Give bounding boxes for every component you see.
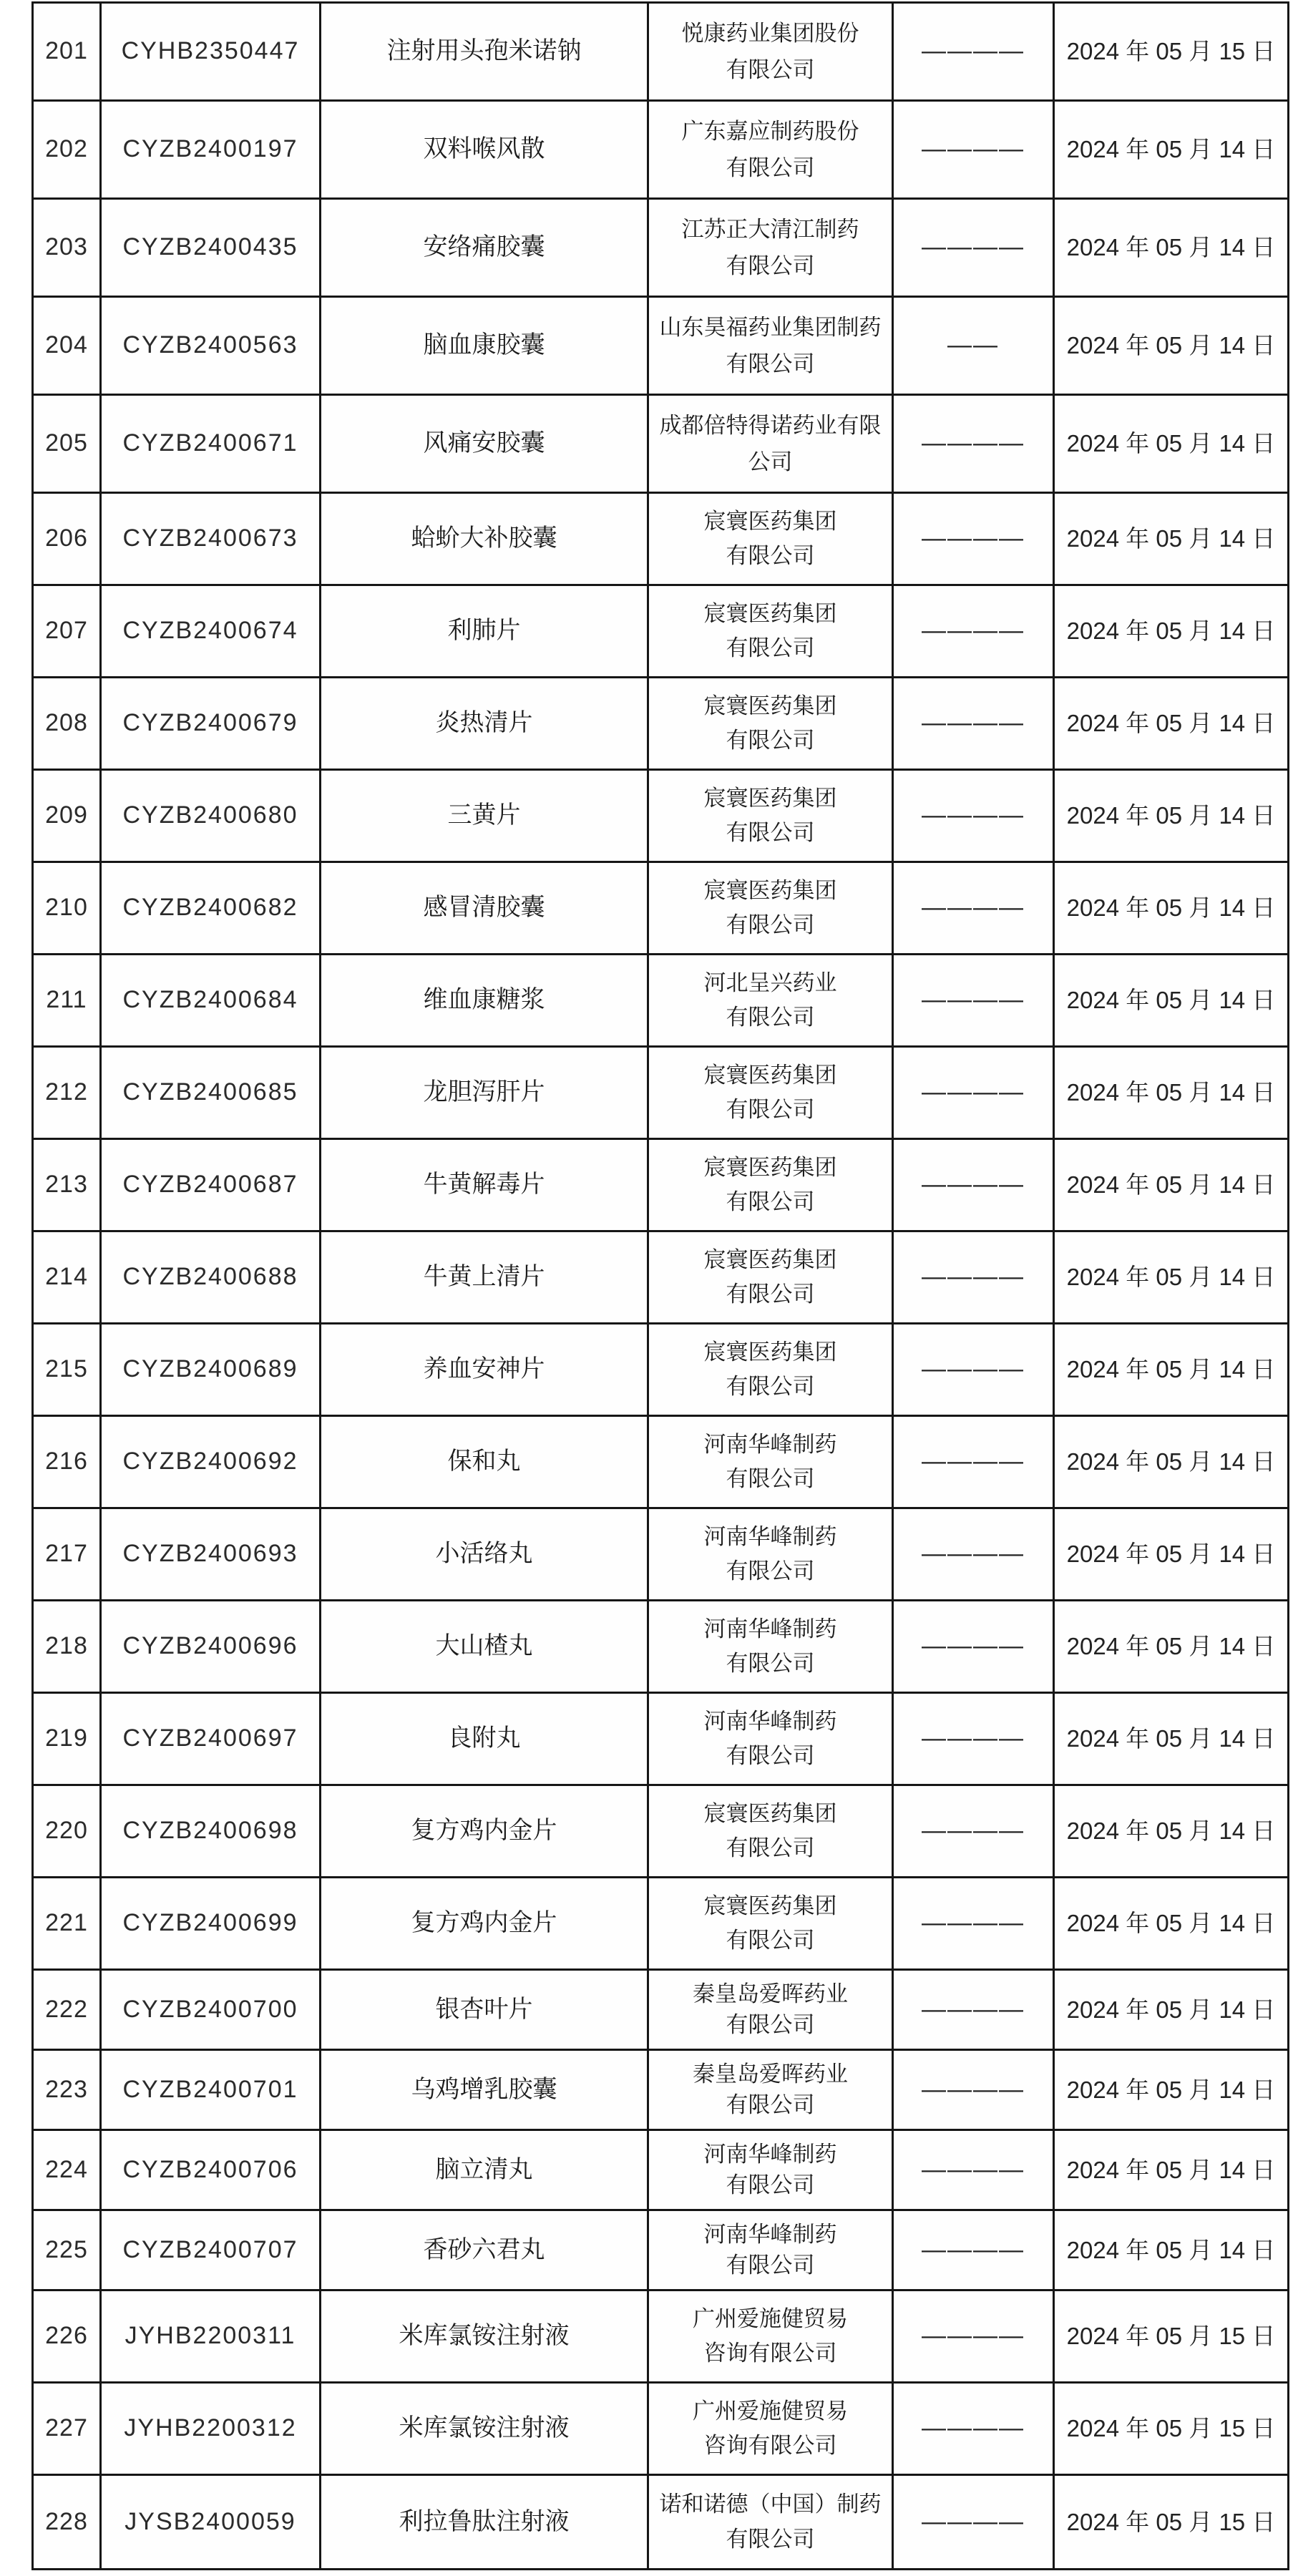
row-number-cell: 223 — [34, 2051, 102, 2131]
row-number-cell: 202 — [34, 102, 102, 200]
acceptance-number-cell: CYZB2400685 — [102, 1048, 321, 1140]
table-row — [34, 494, 1287, 586]
approval-date-cell: 2024 年 05 月 14 日 — [1055, 1601, 1287, 1694]
remark-dash-cell: ———— — [894, 1140, 1055, 1232]
acceptance-number-cell: CYZB2400697 — [102, 1694, 321, 1786]
table-row — [34, 1971, 1287, 2051]
approval-date-cell: 2024 年 05 月 14 日 — [1055, 396, 1287, 494]
company-name-cell — [649, 1417, 894, 1509]
approval-date-cell: 2024 年 05 月 14 日 — [1055, 771, 1287, 863]
company-line-1: 宸寰医药集团 — [703, 600, 837, 626]
company-line-1: 宸寰医药集团 — [703, 693, 837, 718]
drug-name-cell: 牛黄解毒片 — [321, 1140, 649, 1232]
acceptance-number-cell: CYZB2400687 — [102, 1140, 321, 1232]
remark-dash-cell: ———— — [894, 1601, 1055, 1694]
table-row — [34, 1786, 1287, 1878]
company-name-cell — [649, 298, 894, 396]
row-number-cell: 216 — [34, 1417, 102, 1509]
table-row — [34, 678, 1287, 771]
approval-date-cell: 2024 年 05 月 14 日 — [1055, 1786, 1287, 1878]
drug-name-cell: 利拉鲁肽注射液 — [321, 2476, 649, 2568]
company-line-2: 有限公司 — [726, 1005, 815, 1030]
table-row — [34, 1694, 1287, 1786]
company-line-2: 有限公司 — [726, 635, 815, 661]
company-line-1: 广州爱施健贸易 — [693, 2306, 848, 2331]
company-name-cell — [649, 2131, 894, 2211]
remark-dash-cell: ———— — [894, 771, 1055, 863]
acceptance-number-cell: CYZB2400692 — [102, 1417, 321, 1509]
row-number-cell: 221 — [34, 1878, 102, 1971]
drug-name-cell: 三黄片 — [321, 771, 649, 863]
remark-dash-cell: ———— — [894, 1971, 1055, 2051]
row-number-cell: 204 — [34, 298, 102, 396]
company-name-cell — [649, 586, 894, 678]
approval-date-cell: 2024 年 05 月 14 日 — [1055, 2211, 1287, 2291]
row-number-cell: 211 — [34, 955, 102, 1048]
acceptance-number-cell: CYZB2400679 — [102, 678, 321, 771]
company-line-1: 宸寰医药集团 — [703, 1246, 837, 1272]
company-name-cell — [649, 1786, 894, 1878]
remark-dash-cell: ———— — [894, 2051, 1055, 2131]
table-row — [34, 298, 1287, 396]
company-line-1: 宸寰医药集团 — [703, 1062, 837, 1088]
company-line-2: 有限公司 — [726, 2092, 815, 2118]
company-line-2: 有限公司 — [726, 820, 815, 846]
company-line-2: 有限公司 — [726, 1651, 815, 1677]
company-line-1: 宸寰医药集团 — [703, 1800, 837, 1826]
company-line-1: 河南华峰制药 — [703, 1708, 837, 1734]
company-name-cell — [649, 955, 894, 1048]
approval-date-cell: 2024 年 05 月 14 日 — [1055, 494, 1287, 586]
company-line-2: 有限公司 — [726, 2012, 815, 2038]
approval-date-cell: 2024 年 05 月 14 日 — [1055, 1324, 1287, 1417]
company-line-2: 有限公司 — [726, 1097, 815, 1123]
company-line-2: 有限公司 — [726, 2253, 815, 2278]
acceptance-number-cell: CYHB2350447 — [102, 4, 321, 102]
acceptance-number-cell: CYZB2400671 — [102, 396, 321, 494]
remark-dash-cell: ———— — [894, 1324, 1055, 1417]
remark-dash-cell: ———— — [894, 1694, 1055, 1786]
acceptance-number-cell: JYSB2400059 — [102, 2476, 321, 2568]
company-line-2: 咨询有限公司 — [703, 2341, 837, 2366]
company-name-cell — [649, 4, 894, 102]
table-row — [34, 396, 1287, 494]
table-row — [34, 2131, 1287, 2211]
drug-name-cell: 小活络丸 — [321, 1509, 649, 1601]
company-line-2: 有限公司 — [726, 57, 815, 82]
company-line-2: 有限公司 — [726, 2172, 815, 2198]
remark-dash-cell: ———— — [894, 494, 1055, 586]
company-name-cell — [649, 2384, 894, 2476]
row-number-cell: 208 — [34, 678, 102, 771]
row-number-cell: 207 — [34, 586, 102, 678]
table-row — [34, 955, 1287, 1048]
company-name-cell — [649, 771, 894, 863]
company-name-cell — [649, 678, 894, 771]
company-line-1: 宸寰医药集团 — [703, 877, 837, 903]
company-line-2: 有限公司 — [726, 1835, 815, 1861]
remark-dash-cell: ———— — [894, 102, 1055, 200]
company-line-1: 河南华峰制药 — [703, 1431, 837, 1457]
company-line-1: 悦康药业集团股份 — [681, 20, 859, 46]
company-line-1: 宸寰医药集团 — [703, 1154, 837, 1180]
company-line-1: 宸寰医药集团 — [703, 1339, 837, 1365]
approval-date-cell: 2024 年 05 月 14 日 — [1055, 102, 1287, 200]
remark-dash-cell: ———— — [894, 2211, 1055, 2291]
company-name-cell — [649, 1232, 894, 1324]
drug-name-cell: 双料喉风散 — [321, 102, 649, 200]
drug-name-cell: 米库氯铵注射液 — [321, 2291, 649, 2384]
remark-dash-cell: ———— — [894, 396, 1055, 494]
row-number-cell: 218 — [34, 1601, 102, 1694]
remark-dash-cell: ———— — [894, 1417, 1055, 1509]
approval-date-cell: 2024 年 05 月 14 日 — [1055, 1417, 1287, 1509]
acceptance-number-cell: CYZB2400693 — [102, 1509, 321, 1601]
row-number-cell: 212 — [34, 1048, 102, 1140]
drug-name-cell: 炎热清片 — [321, 678, 649, 771]
drug-name-cell: 乌鸡增乳胶囊 — [321, 2051, 649, 2131]
table-row — [34, 586, 1287, 678]
company-line-1: 成都倍特得诺药业有限 — [659, 412, 882, 438]
company-name-cell — [649, 863, 894, 955]
acceptance-number-cell: JYHB2200312 — [102, 2384, 321, 2476]
company-line-1: 河北呈兴药业 — [703, 970, 837, 995]
company-line-2: 有限公司 — [726, 1928, 815, 1953]
table-row — [34, 102, 1287, 200]
company-name-cell — [649, 1048, 894, 1140]
company-line-2: 有限公司 — [726, 912, 815, 938]
row-number-cell: 228 — [34, 2476, 102, 2568]
approval-date-cell: 2024 年 05 月 14 日 — [1055, 298, 1287, 396]
company-name-cell — [649, 200, 894, 298]
remark-dash-cell: ———— — [894, 2291, 1055, 2384]
acceptance-number-cell: CYZB2400700 — [102, 1971, 321, 2051]
company-line-2: 咨询有限公司 — [703, 2433, 837, 2459]
table-row — [34, 2291, 1287, 2384]
approval-date-cell: 2024 年 05 月 14 日 — [1055, 863, 1287, 955]
acceptance-number-cell: CYZB2400706 — [102, 2131, 321, 2211]
approval-date-cell: 2024 年 05 月 15 日 — [1055, 2384, 1287, 2476]
table-row — [34, 863, 1287, 955]
row-number-cell: 205 — [34, 396, 102, 494]
approval-date-cell: 2024 年 05 月 14 日 — [1055, 678, 1287, 771]
company-line-2: 有限公司 — [726, 351, 815, 376]
drug-name-cell: 香砂六君丸 — [321, 2211, 649, 2291]
company-name-cell — [649, 102, 894, 200]
company-line-2: 有限公司 — [726, 155, 815, 180]
approval-date-cell: 2024 年 05 月 14 日 — [1055, 586, 1287, 678]
company-line-1: 宸寰医药集团 — [703, 508, 837, 534]
table-row — [34, 1509, 1287, 1601]
remark-dash-cell: ———— — [894, 1048, 1055, 1140]
table-row — [34, 2211, 1287, 2291]
company-name-cell — [649, 2211, 894, 2291]
company-line-2: 有限公司 — [726, 1282, 815, 1307]
approval-date-cell: 2024 年 05 月 14 日 — [1055, 1232, 1287, 1324]
drug-name-cell: 牛黄上清片 — [321, 1232, 649, 1324]
company-line-2: 有限公司 — [726, 253, 815, 278]
remark-dash-cell: ———— — [894, 1786, 1055, 1878]
table-row — [34, 1140, 1287, 1232]
company-line-1: 山东昊福药业集团制药 — [659, 314, 882, 340]
drug-name-cell: 复方鸡内金片 — [321, 1878, 649, 1971]
drug-name-cell: 复方鸡内金片 — [321, 1786, 649, 1878]
remark-dash-cell: ———— — [894, 678, 1055, 771]
remark-dash-cell: ———— — [894, 863, 1055, 955]
company-name-cell — [649, 2291, 894, 2384]
table-row — [34, 1048, 1287, 1140]
acceptance-number-cell: CYZB2400674 — [102, 586, 321, 678]
row-number-cell: 227 — [34, 2384, 102, 2476]
company-line-2: 有限公司 — [726, 1558, 815, 1584]
row-number-cell: 213 — [34, 1140, 102, 1232]
acceptance-number-cell: CYZB2400701 — [102, 2051, 321, 2131]
approval-date-cell: 2024 年 05 月 14 日 — [1055, 1878, 1287, 1971]
drug-name-cell: 维血康糖浆 — [321, 955, 649, 1048]
drug-name-cell: 蛤蚧大补胶囊 — [321, 494, 649, 586]
remark-dash-cell: ———— — [894, 586, 1055, 678]
drug-name-cell: 良附丸 — [321, 1694, 649, 1786]
row-number-cell: 225 — [34, 2211, 102, 2291]
remark-dash-cell: ———— — [894, 2131, 1055, 2211]
drug-name-cell: 养血安神片 — [321, 1324, 649, 1417]
company-name-cell — [649, 1140, 894, 1232]
company-line-1: 秦皇岛爱晖药业 — [693, 2062, 848, 2087]
approval-date-cell: 2024 年 05 月 15 日 — [1055, 2291, 1287, 2384]
acceptance-number-cell: CYZB2400698 — [102, 1786, 321, 1878]
approval-date-cell: 2024 年 05 月 14 日 — [1055, 1971, 1287, 2051]
row-number-cell: 222 — [34, 1971, 102, 2051]
remark-dash-cell: ———— — [894, 2384, 1055, 2476]
drug-name-cell: 龙胆泻肝片 — [321, 1048, 649, 1140]
company-name-cell — [649, 494, 894, 586]
row-number-cell: 220 — [34, 1786, 102, 1878]
company-line-1: 诺和诺德（中国）制药 — [659, 2491, 882, 2517]
company-name-cell — [649, 1324, 894, 1417]
company-name-cell — [649, 1694, 894, 1786]
company-name-cell — [649, 2051, 894, 2131]
company-line-1: 江苏正大清江制药 — [681, 216, 859, 242]
company-line-1: 河南华峰制药 — [703, 2142, 837, 2167]
drug-name-cell: 保和丸 — [321, 1417, 649, 1509]
drug-name-cell: 利肺片 — [321, 586, 649, 678]
company-line-2: 公司 — [748, 449, 793, 474]
remark-dash-cell: ———— — [894, 200, 1055, 298]
table-row — [34, 771, 1287, 863]
row-number-cell: 224 — [34, 2131, 102, 2211]
approval-date-cell: 2024 年 05 月 14 日 — [1055, 955, 1287, 1048]
acceptance-number-cell: CYZB2400197 — [102, 102, 321, 200]
table-row — [34, 1417, 1287, 1509]
company-line-2: 有限公司 — [726, 1743, 815, 1769]
company-name-cell — [649, 1878, 894, 1971]
row-number-cell: 210 — [34, 863, 102, 955]
remark-dash-cell: —— — [894, 298, 1055, 396]
company-name-cell — [649, 1601, 894, 1694]
acceptance-number-cell: JYHB2200311 — [102, 2291, 321, 2384]
drug-name-cell: 银杏叶片 — [321, 1971, 649, 2051]
row-number-cell: 226 — [34, 2291, 102, 2384]
acceptance-number-cell: CYZB2400699 — [102, 1878, 321, 1971]
row-number-cell: 217 — [34, 1509, 102, 1601]
approval-date-cell: 2024 年 05 月 15 日 — [1066, 2508, 1276, 2535]
drug-name-cell: 大山楂丸 — [321, 1601, 649, 1694]
company-line-1: 广东嘉应制药股份 — [681, 118, 859, 144]
acceptance-number-cell: CYZB2400680 — [102, 771, 321, 863]
company-line-1: 河南华峰制药 — [703, 2222, 837, 2248]
row-number-cell: 215 — [34, 1324, 102, 1417]
acceptance-number-cell: CYZB2400696 — [102, 1601, 321, 1694]
table-row — [34, 2476, 1287, 2568]
company-line-2: 有限公司 — [726, 728, 815, 753]
row-number-cell: 209 — [34, 771, 102, 863]
remark-dash-cell: ———— — [894, 1232, 1055, 1324]
acceptance-number-cell: CYZB2400673 — [102, 494, 321, 586]
company-line-1: 广州爱施健贸易 — [693, 2398, 848, 2424]
drug-name-cell: 脑血康胶囊 — [321, 298, 649, 396]
company-line-2: 有限公司 — [726, 1189, 815, 1215]
drug-name-cell: 米库氯铵注射液 — [321, 2384, 649, 2476]
approval-date-cell: 2024 年 05 月 14 日 — [1055, 2131, 1287, 2211]
drug-name-cell: 脑立清丸 — [321, 2131, 649, 2211]
acceptance-number-cell: CYZB2400563 — [102, 298, 321, 396]
company-line-1: 宸寰医药集团 — [703, 785, 837, 811]
remark-dash-cell: ———— — [894, 1878, 1055, 1971]
row-number-cell: 214 — [34, 1232, 102, 1324]
drug-name-cell: 注射用头孢米诺钠 — [321, 4, 649, 102]
approval-date-cell: 2024 年 05 月 14 日 — [1055, 1140, 1287, 1232]
table-row — [34, 1601, 1287, 1694]
table-row — [34, 1324, 1287, 1417]
approval-date-cell: 2024 年 05 月 14 日 — [1055, 1509, 1287, 1601]
company-line-1: 秦皇岛爱晖药业 — [693, 1981, 848, 2007]
company-line-1: 河南华峰制药 — [703, 1523, 837, 1549]
approval-date-cell: 2024 年 05 月 15 日 — [1055, 4, 1287, 102]
approval-table — [31, 1, 1289, 2570]
approval-date-cell: 2024 年 05 月 14 日 — [1055, 2051, 1287, 2131]
company-line-2: 有限公司 — [726, 2527, 815, 2552]
acceptance-number-cell: CYZB2400689 — [102, 1324, 321, 1417]
company-name-cell — [649, 396, 894, 494]
drug-name-cell: 感冒清胶囊 — [321, 863, 649, 955]
row-number-cell: 219 — [34, 1694, 102, 1786]
approval-date-cell: 2024 年 05 月 14 日 — [1055, 1048, 1287, 1140]
remark-dash-cell: ———— — [894, 2476, 1055, 2568]
row-number-cell: 203 — [34, 200, 102, 298]
acceptance-number-cell: CYZB2400435 — [102, 200, 321, 298]
row-number-cell: 201 — [34, 4, 102, 102]
acceptance-number-cell: CYZB2400707 — [102, 2211, 321, 2291]
table-row — [34, 4, 1287, 102]
acceptance-number-cell: CYZB2400684 — [102, 955, 321, 1048]
company-line-1: 宸寰医药集团 — [703, 1893, 837, 1918]
table-row — [34, 2384, 1287, 2476]
remark-dash-cell: ———— — [894, 1509, 1055, 1601]
acceptance-number-cell: CYZB2400688 — [102, 1232, 321, 1324]
company-name-cell — [649, 1509, 894, 1601]
table-row — [34, 1878, 1287, 1971]
table-row — [34, 200, 1287, 298]
company-line-2: 有限公司 — [726, 543, 815, 569]
company-name-cell — [649, 2476, 894, 2568]
remark-dash-cell: ———— — [894, 955, 1055, 1048]
company-line-2: 有限公司 — [726, 1374, 815, 1400]
table-row — [34, 1232, 1287, 1324]
acceptance-number-cell: CYZB2400682 — [102, 863, 321, 955]
company-line-2: 有限公司 — [726, 1466, 815, 1492]
drug-name-cell: 安络痛胶囊 — [321, 200, 649, 298]
approval-date-cell: 2024 年 05 月 14 日 — [1055, 200, 1287, 298]
company-name-cell — [649, 1971, 894, 2051]
approval-date-cell: 2024 年 05 月 14 日 — [1055, 1694, 1287, 1786]
remark-dash-cell: ———— — [894, 4, 1055, 102]
table-row — [34, 2051, 1287, 2131]
row-number-cell: 206 — [34, 494, 102, 586]
drug-name-cell: 风痛安胶囊 — [321, 396, 649, 494]
company-line-1: 河南华峰制药 — [703, 1616, 837, 1641]
